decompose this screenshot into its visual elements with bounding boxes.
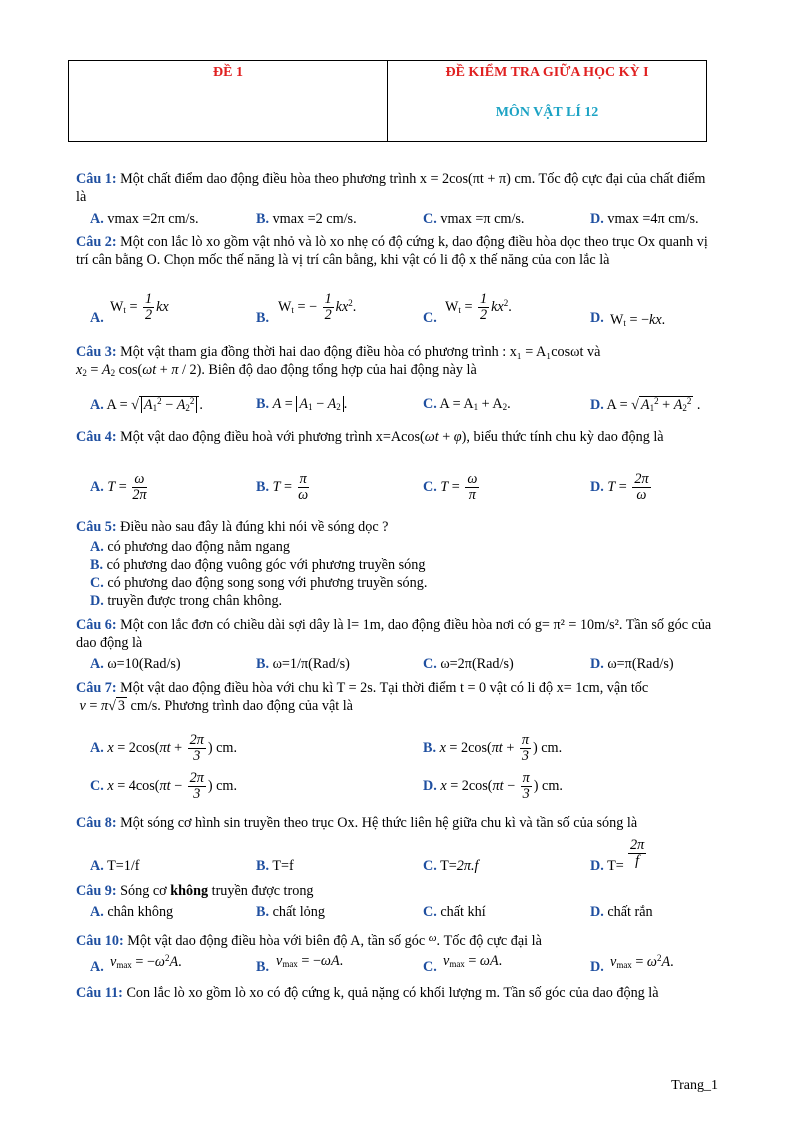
answer-6d: ω=π(Rad/s): [607, 656, 674, 672]
question-3: Câu 3: Một vật tham gia đồng thời hai dao động điều hòa có phương trình : x₁ = A₁cosωt và $x_2 = A_2$ cos(ωt + π / 2). Biên độ dao động tổng hợp của hai động này là: [76, 344, 601, 378]
answer-1b: vmax =2 cm/s.: [272, 211, 357, 227]
answer-10c: $v_{max} = \omega A$.: [443, 953, 503, 969]
answers-5: [90, 538, 427, 610]
question-7: Câu 7: Một vật dao động điều hòa với chu kì T = 2s. Tại thời điểm t = 0 vật có li độ x= 1cm, vận tốc v = π√ 3 cm/s. Phương trình dao động của vật là: [76, 680, 649, 714]
exam-header-table: [68, 60, 707, 142]
answer-9b: chất lỏng: [272, 904, 325, 920]
exam-code: ĐỀ 1: [69, 61, 388, 141]
answer-9a: chân không: [107, 904, 174, 920]
answer-9d: chất rắn: [607, 904, 653, 920]
answer-3d: D. A = √ $A_1^2 + A_2^2$ .: [590, 396, 701, 413]
answer-4b: B. T = $\frac{\pi}{\omega}$: [256, 471, 309, 503]
answer-9c: chất khí: [440, 904, 486, 920]
answer-8d: $\frac{2\pi}{f}$: [630, 837, 645, 869]
answer-10a: $v_{max} = -\omega^2A$.: [110, 953, 182, 970]
answer-5c: C. có phương dao động song song với phương truyền sóng.: [90, 575, 428, 591]
question-5: Câu 5: Điều nào sau đây là đúng khi nói về sóng dọc ?: [76, 519, 389, 535]
answer-2c: $W_t$ = $\frac{1}{2}$ $kx^2$.: [445, 291, 512, 323]
answer-8c: T=2π.f: [440, 858, 479, 874]
answers-4: [90, 472, 720, 512]
answer-7c: C. x = 4cos(πt − $\frac{2\pi}{3}$ ) cm.: [90, 770, 238, 802]
answer-8a: T=1/f: [107, 858, 140, 874]
question-8: Câu 8: Một sóng cơ hình sin truyền theo trục Ox. Hệ thức liên hệ giữa chu kì và tần số của sóng là: [76, 815, 638, 831]
exam-subject: MÔN VẬT LÍ 12: [495, 105, 599, 120]
answer-4d: D. T = $\frac{2\pi}{\omega}$: [590, 471, 649, 503]
exam-title: ĐỀ KIỂM TRA GIỮA HỌC KỲ I: [445, 65, 649, 80]
exam-title-cell: [388, 61, 706, 141]
question-11: Câu 11: Con lắc lò xo gồm lò xo có độ cứng k, quả nặng có khối lượng m. Tần số góc của dao động là: [76, 985, 659, 1001]
answer-2a: $W_t$ = $\frac{1}{2}$ kx: [110, 291, 169, 323]
question-2: Câu 2: Một con lắc lò xo gồm vật nhỏ và lò xo nhẹ có độ cứng k, dao động điều hòa dọc theo trục Ox quanh vị trí cân bằng O. Chọn mốc thế năng là vị trí cân bằng, khi vật có li độ x thế năng của con lắc là: [76, 234, 708, 268]
answer-3c: C. $A = A_1 + A_2$.: [423, 396, 511, 412]
answers-9: A. chân không B. chất lỏng C. chất khí D. chất rắn: [90, 904, 653, 920]
answer-7b: B. x = 2cos(πt + $\frac{\pi}{3}$ ) cm.: [423, 732, 563, 764]
answer-6c: ω=2π(Rad/s): [440, 656, 514, 672]
question-4: Câu 4: Một vật dao động điều hoà với phương trình x=Acos(ωt + φ), biểu thức tính chu kỳ dao động là: [76, 429, 664, 445]
answers-1: A. vmax =2π cm/s. B. vmax =2 cm/s. C. vmax =π cm/s. D. vmax =4π cm/s.: [90, 211, 699, 227]
answer-4a: A. T = $\frac{\omega}{2\pi}$: [90, 471, 147, 503]
answer-2b: $W_t$ = − $\frac{1}{2}$ $kx^2$.: [278, 291, 357, 323]
answers-7-ab: [90, 727, 720, 767]
answer-6a: ω=10(Rad/s): [107, 656, 181, 672]
question-1: Câu 1: Một chất điểm dao động điều hòa theo phương trình x = 2cos(πt + π) cm. Tốc độ cực đại của chất điểm là: [76, 171, 706, 205]
question-9: Câu 9: Sóng cơ không truyền được trong: [76, 883, 314, 899]
answer-2d: $W_t = -kx$.: [610, 312, 666, 328]
answers-7-cd: [90, 767, 720, 807]
page-number: Trang_1: [671, 1078, 718, 1093]
question-6: Câu 6: Một con lắc đơn có chiều dài sợi dây là l= 1m, dao động điều hòa nơi có g= π² = 10m/s². Tần số góc của dao động là: [76, 617, 712, 651]
answer-10d: $v_{max} = \omega^2A$.: [610, 953, 674, 970]
answer-6b: ω=1/π(Rad/s): [272, 656, 350, 672]
answer-8b: T=f: [272, 858, 294, 874]
answer-5d: D. truyền được trong chân không.: [90, 593, 283, 609]
answer-5b: B. có phương dao động vuông góc với phương truyền sóng: [90, 557, 426, 573]
answers-10: A. $v_{max} = -\omega^2A$. B. $v_{max} = -\omega A$. C. $v_{max} = \omega A$. D. $v_{max} = \omega^2A$.: [90, 953, 674, 975]
answer-5a: A. có phương dao động nằm ngang: [90, 539, 290, 555]
answer-3a: A. A = √ $A_1^2 - A_2^2$ .: [90, 396, 203, 413]
answers-2: A. $W_t$ = $\frac{1}{2}$ kx B. $W_t$ = − $\frac{1}{2}$ $kx^2$. C. $W_t$ = $\frac{1}{2}$ $kx^2$. D. $W_t = -kx$.: [90, 291, 666, 328]
answer-7d: D. x = 2cos(πt − $\frac{\pi}{3}$ ) cm.: [423, 770, 563, 802]
answer-1c: vmax =π cm/s.: [440, 211, 525, 227]
question-10: Câu 10: Một vật dao động điều hòa với biên độ A, tần số góc $^\omega$. Tốc độ cực đại là: [76, 932, 542, 949]
answers-8: A. T=1/f B. T=f C. T=2π.f D. T= $\frac{2\pi}{f}$: [90, 838, 720, 878]
answer-7a: A. x = 2cos(πt + $\frac{2\pi}{3}$ ) cm.: [90, 732, 238, 764]
answer-10b: $v_{max} = -\omega A$.: [276, 953, 344, 969]
answer-1a: vmax =2π cm/s.: [107, 211, 199, 227]
answer-3b: B. $A = A_1 - A_2$ .: [256, 396, 348, 412]
answer-4c: C. T = $\frac{\omega}{\pi}$: [423, 471, 478, 503]
answers-6: A. ω=10(Rad/s) B. ω=1/π(Rad/s) C. ω=2π(Rad/s) D. ω=π(Rad/s): [90, 656, 674, 672]
answer-1d: vmax =4π cm/s.: [607, 211, 699, 227]
